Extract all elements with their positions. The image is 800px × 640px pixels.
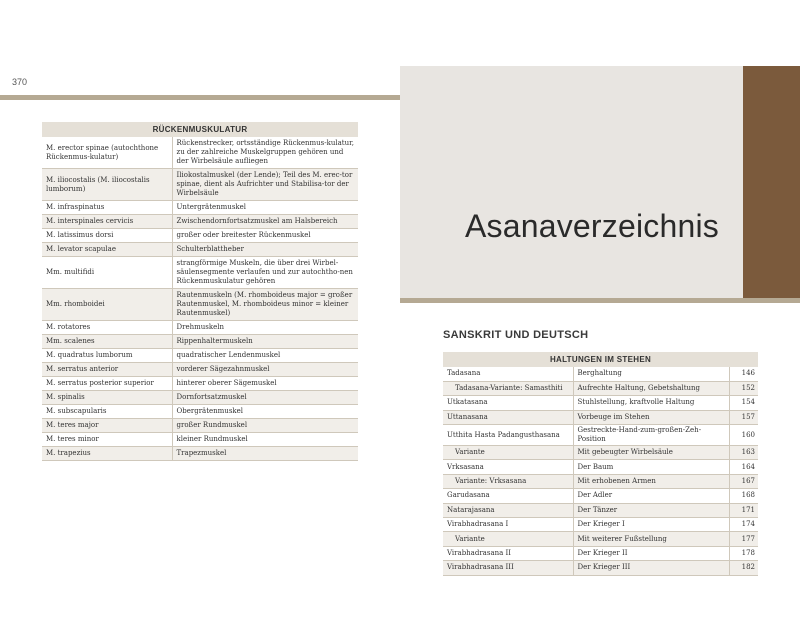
asana-german-name: Der Adler bbox=[573, 489, 729, 503]
muscle-table-header-row bbox=[42, 122, 358, 137]
table-row bbox=[42, 229, 358, 243]
table-row bbox=[42, 335, 358, 349]
asana-table-header: HALTUNGEN IM STEHEN bbox=[443, 352, 758, 367]
table-row bbox=[42, 349, 358, 363]
muscle-table bbox=[42, 122, 358, 461]
asana-sanskrit-name: Virabhadrasana II bbox=[443, 546, 573, 560]
asana-page-number: 154 bbox=[729, 396, 758, 410]
muscle-latin-name: M. iliocostalis (M. iliocostalis lumborum) bbox=[42, 169, 172, 201]
muscle-german-name: strangförmige Muskeln, die über drei Wirbel-säulensegmente verlaufen und zur autochtho-nen Rückenmuskulatur gehören bbox=[172, 257, 358, 289]
asana-sanskrit-name: Tadasana-Variante: Samasthiti bbox=[443, 381, 573, 395]
table-row bbox=[443, 532, 758, 546]
left-divider-rule bbox=[0, 95, 400, 100]
muscle-latin-name: M. teres major bbox=[42, 419, 172, 433]
muscle-german-name: Iliokostalmuskel (der Lende); Teil des M. erec-tor spinae, dient als Aufrichter und Stabilisa-tor der Wirbelsäule bbox=[172, 169, 358, 201]
muscle-german-name: Rippenhaltermuskeln bbox=[172, 335, 358, 349]
table-row bbox=[443, 381, 758, 395]
table-row bbox=[42, 243, 358, 257]
table-row bbox=[443, 425, 758, 446]
asana-sanskrit-name: Natarajasana bbox=[443, 503, 573, 517]
asana-german-name: Der Baum bbox=[573, 460, 729, 474]
muscle-german-name: vorderer Sägezahnmuskel bbox=[172, 363, 358, 377]
muscle-german-name: Rückenstrecker, ortsständige Rückenmus-kulatur, zu der zahlreiche Muskelgruppen gehören und der Wirbelsäule aufliegen bbox=[172, 137, 358, 169]
asana-page-number: 178 bbox=[729, 546, 758, 560]
asana-german-name: Vorbeuge im Stehen bbox=[573, 410, 729, 424]
table-row bbox=[42, 215, 358, 229]
asana-page-number: 146 bbox=[729, 367, 758, 381]
table-row bbox=[443, 518, 758, 532]
asana-page-number: 168 bbox=[729, 489, 758, 503]
muscle-latin-name: M. serratus posterior superior bbox=[42, 377, 172, 391]
muscle-table-header: RÜCKENMUSKULATUR bbox=[42, 122, 358, 137]
asana-table-body bbox=[443, 367, 758, 575]
asana-page-number: 164 bbox=[729, 460, 758, 474]
table-row bbox=[42, 137, 358, 169]
asana-german-name: Mit weiterer Fußstellung bbox=[573, 532, 729, 546]
muscle-german-name: Schulterblattheber bbox=[172, 243, 358, 257]
asana-page-number: 160 bbox=[729, 425, 758, 446]
muscle-german-name: großer Rundmuskel bbox=[172, 419, 358, 433]
muscle-german-name: Trapezmuskel bbox=[172, 447, 358, 461]
asana-sanskrit-name: Variante bbox=[443, 532, 573, 546]
right-divider-rule bbox=[400, 298, 800, 303]
asana-sanskrit-name: Variante: Vrksasana bbox=[443, 474, 573, 488]
page-title: Asanaverzeichnis bbox=[465, 208, 719, 244]
asana-german-name: Mit gebeugter Wirbelsäule bbox=[573, 446, 729, 460]
table-row bbox=[42, 321, 358, 335]
asana-sanskrit-name: Tadasana bbox=[443, 367, 573, 381]
table-row bbox=[42, 377, 358, 391]
muscle-latin-name: M. trapezius bbox=[42, 447, 172, 461]
table-row bbox=[42, 201, 358, 215]
asana-german-name: Berghaltung bbox=[573, 367, 729, 381]
asana-page-number: 177 bbox=[729, 532, 758, 546]
table-row bbox=[42, 447, 358, 461]
muscle-latin-name: M. subscapularis bbox=[42, 405, 172, 419]
asana-page-number: 182 bbox=[729, 561, 758, 575]
table-row bbox=[42, 257, 358, 289]
muscle-latin-name: M. serratus anterior bbox=[42, 363, 172, 377]
asana-page-number: 174 bbox=[729, 518, 758, 532]
muscle-german-name: Untergrätenmuskel bbox=[172, 201, 358, 215]
table-row bbox=[42, 289, 358, 321]
table-row bbox=[443, 561, 758, 575]
title-accent-bar bbox=[743, 66, 800, 298]
asana-german-name: Stuhlstellung, kraftvolle Haltung bbox=[573, 396, 729, 410]
muscle-latin-name: M. levator scapulae bbox=[42, 243, 172, 257]
muscle-latin-name: M. infraspinatus bbox=[42, 201, 172, 215]
table-row bbox=[443, 367, 758, 381]
muscle-german-name: Obergrätenmuskel bbox=[172, 405, 358, 419]
muscle-german-name: großer oder breitester Rückenmuskel bbox=[172, 229, 358, 243]
muscle-german-name: Dornfortsatzmuskel bbox=[172, 391, 358, 405]
table-row bbox=[42, 405, 358, 419]
muscle-latin-name: M. spinalis bbox=[42, 391, 172, 405]
muscle-german-name: Rautenmuskeln (M. rhomboideus major = großer Rautenmuskel, M. rhomboideus minor = kleiner Rautenmuskel) bbox=[172, 289, 358, 321]
asana-sanskrit-name: Virabhadrasana III bbox=[443, 561, 573, 575]
asana-page-number: 157 bbox=[729, 410, 758, 424]
asana-page-number: 171 bbox=[729, 503, 758, 517]
table-row bbox=[443, 503, 758, 517]
table-row bbox=[42, 433, 358, 447]
muscle-german-name: quadratischer Lendenmuskel bbox=[172, 349, 358, 363]
table-row bbox=[443, 474, 758, 488]
muscle-latin-name: M. teres minor bbox=[42, 433, 172, 447]
asana-sanskrit-name: Variante bbox=[443, 446, 573, 460]
asana-german-name: Gestreckte-Hand-zum-großen-Zeh-Position bbox=[573, 425, 729, 446]
section-title: SANSKRIT UND DEUTSCH bbox=[443, 329, 589, 341]
title-block bbox=[400, 66, 743, 298]
asana-sanskrit-name: Virabhadrasana I bbox=[443, 518, 573, 532]
muscle-latin-name: M. erector spinae (autochthone Rückenmus-kulatur) bbox=[42, 137, 172, 169]
table-row bbox=[443, 446, 758, 460]
table-row bbox=[443, 546, 758, 560]
table-row bbox=[42, 169, 358, 201]
muscle-latin-name: Mm. multifidi bbox=[42, 257, 172, 289]
asana-sanskrit-name: Utkatasana bbox=[443, 396, 573, 410]
muscle-german-name: kleiner Rundmuskel bbox=[172, 433, 358, 447]
asana-german-name: Der Tänzer bbox=[573, 503, 729, 517]
asana-sanskrit-name: Utthita Hasta Padangusthasana bbox=[443, 425, 573, 446]
table-row bbox=[42, 419, 358, 433]
muscle-latin-name: M. interspinales cervicis bbox=[42, 215, 172, 229]
muscle-german-name: Drehmuskeln bbox=[172, 321, 358, 335]
asana-german-name: Der Krieger II bbox=[573, 546, 729, 560]
muscle-latin-name: M. quadratus lumborum bbox=[42, 349, 172, 363]
asana-german-name: Der Krieger I bbox=[573, 518, 729, 532]
table-row bbox=[443, 460, 758, 474]
muscle-latin-name: M. rotatores bbox=[42, 321, 172, 335]
muscle-latin-name: M. latissimus dorsi bbox=[42, 229, 172, 243]
asana-sanskrit-name: Garudasana bbox=[443, 489, 573, 503]
muscle-latin-name: Mm. scalenes bbox=[42, 335, 172, 349]
asana-sanskrit-name: Uttanasana bbox=[443, 410, 573, 424]
asana-german-name: Aufrechte Haltung, Gebetshaltung bbox=[573, 381, 729, 395]
muscle-german-name: Zwischendornfortsatzmuskel am Halsbereich bbox=[172, 215, 358, 229]
asana-page-number: 152 bbox=[729, 381, 758, 395]
asana-page-number: 163 bbox=[729, 446, 758, 460]
muscle-table-body bbox=[42, 137, 358, 461]
muscle-latin-name: Mm. rhomboidei bbox=[42, 289, 172, 321]
asana-page-number: 167 bbox=[729, 474, 758, 488]
table-row bbox=[42, 391, 358, 405]
asana-sanskrit-name: Vrksasana bbox=[443, 460, 573, 474]
asana-table-header-row bbox=[443, 352, 758, 367]
table-row bbox=[42, 363, 358, 377]
muscle-german-name: hinterer oberer Sägemuskel bbox=[172, 377, 358, 391]
asana-table bbox=[443, 352, 758, 576]
table-row bbox=[443, 396, 758, 410]
table-row bbox=[443, 489, 758, 503]
table-row bbox=[443, 410, 758, 424]
page-number: 370 bbox=[12, 77, 28, 87]
asana-german-name: Mit erhobenen Armen bbox=[573, 474, 729, 488]
asana-german-name: Der Krieger III bbox=[573, 561, 729, 575]
